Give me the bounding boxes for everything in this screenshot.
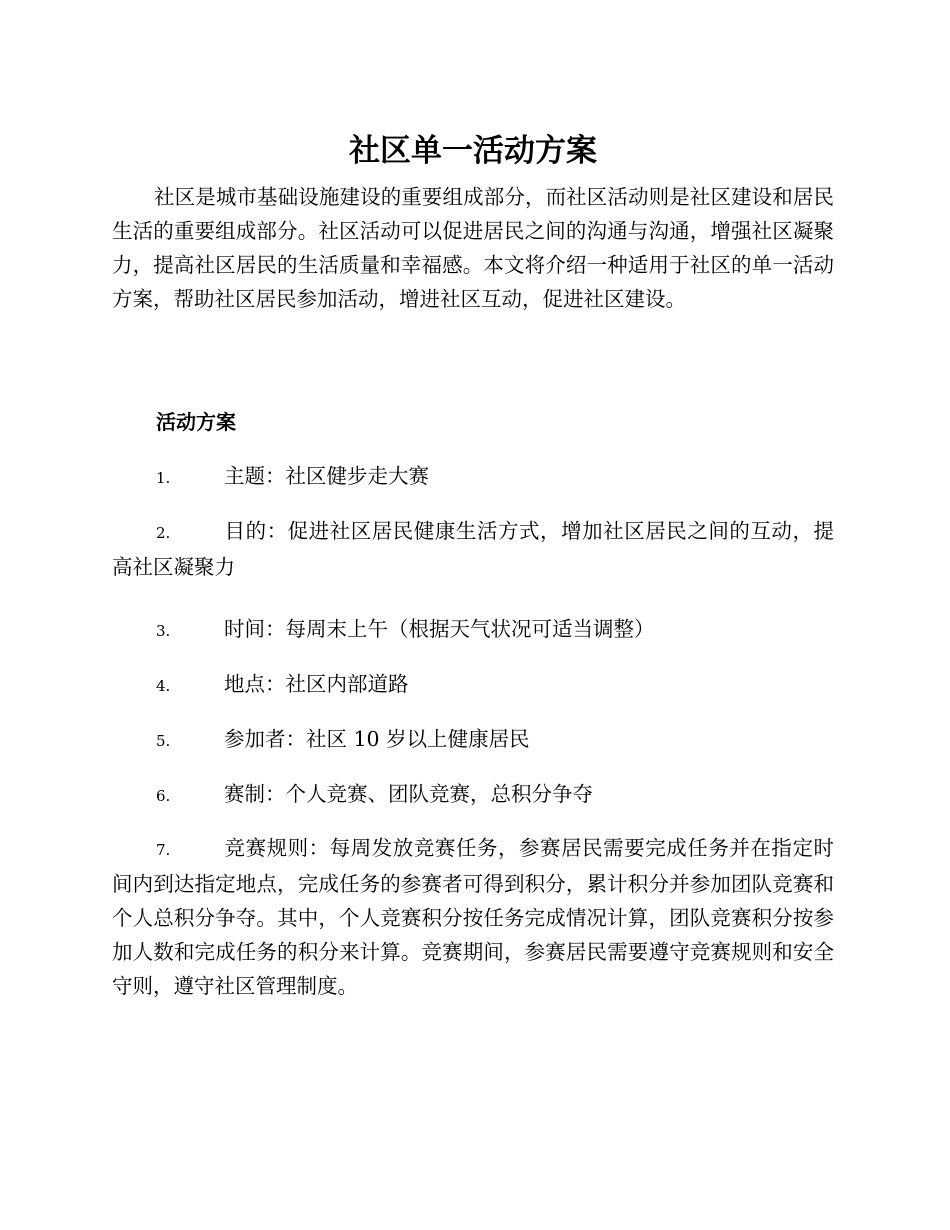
- list-item-number: 5.: [156, 732, 171, 750]
- list-item-number: 2.: [156, 524, 171, 542]
- list-item: [112, 777, 834, 813]
- list-item-number: 1.: [156, 469, 171, 487]
- page-title: 社区单一活动方案: [349, 133, 597, 169]
- list-item-number: 4.: [156, 677, 171, 695]
- section-heading: 活动方案: [156, 410, 236, 434]
- list-item: [112, 831, 834, 1003]
- list-item-text: 时间：每周末上午（根据天气状况可适当调整）: [224, 617, 655, 641]
- list-item-number: 6.: [156, 787, 171, 805]
- list-item-text: 目的：促进社区居民健康生活方式，增加社区居民之间的互动，提高社区凝聚力: [112, 519, 834, 579]
- intro-paragraph: 社区是城市基础设施建设的重要组成部分，而社区活动则是社区建设和居民生活的重要组成部分。社区活动可以促进居民之间的沟通与沟通，增强社区凝聚力，提高社区居民的生活质量和幸福感。本文将介绍一种适用于社区的单一活动方案，帮助社区居民参加活动，增进社区互动，促进社区建设。: [112, 185, 834, 311]
- list-item-text: 参加者：社区 10 岁以上健康居民: [224, 727, 530, 751]
- list-item-text: 地点：社区内部道路: [224, 672, 409, 696]
- list-item: [112, 514, 834, 584]
- list-item-text: 竞赛规则：每周发放竞赛任务，参赛居民需要完成任务并在指定时间内到达指定地点，完成任务的参赛者可得到积分，累计积分并参加团队竞赛和个人总积分争夺。其中，个人竞赛积分按任务完成情况计算，团队竞赛积分按参加人数和完成任务的积分来计算。竞赛期间，参赛居民需要遵守竞赛规则和安全守则，遵守社区管理制度。: [112, 836, 834, 998]
- list-item: [112, 667, 834, 703]
- list-item-text: 赛制：个人竞赛、团队竞赛，总积分争夺: [224, 782, 593, 806]
- list-item: [112, 612, 834, 648]
- list-item-text: 主题：社区健步走大赛: [224, 464, 429, 488]
- list-item-number: 7.: [156, 841, 171, 859]
- list-item-number: 3.: [156, 622, 171, 640]
- list-item: [112, 722, 834, 758]
- list-item: [112, 459, 834, 495]
